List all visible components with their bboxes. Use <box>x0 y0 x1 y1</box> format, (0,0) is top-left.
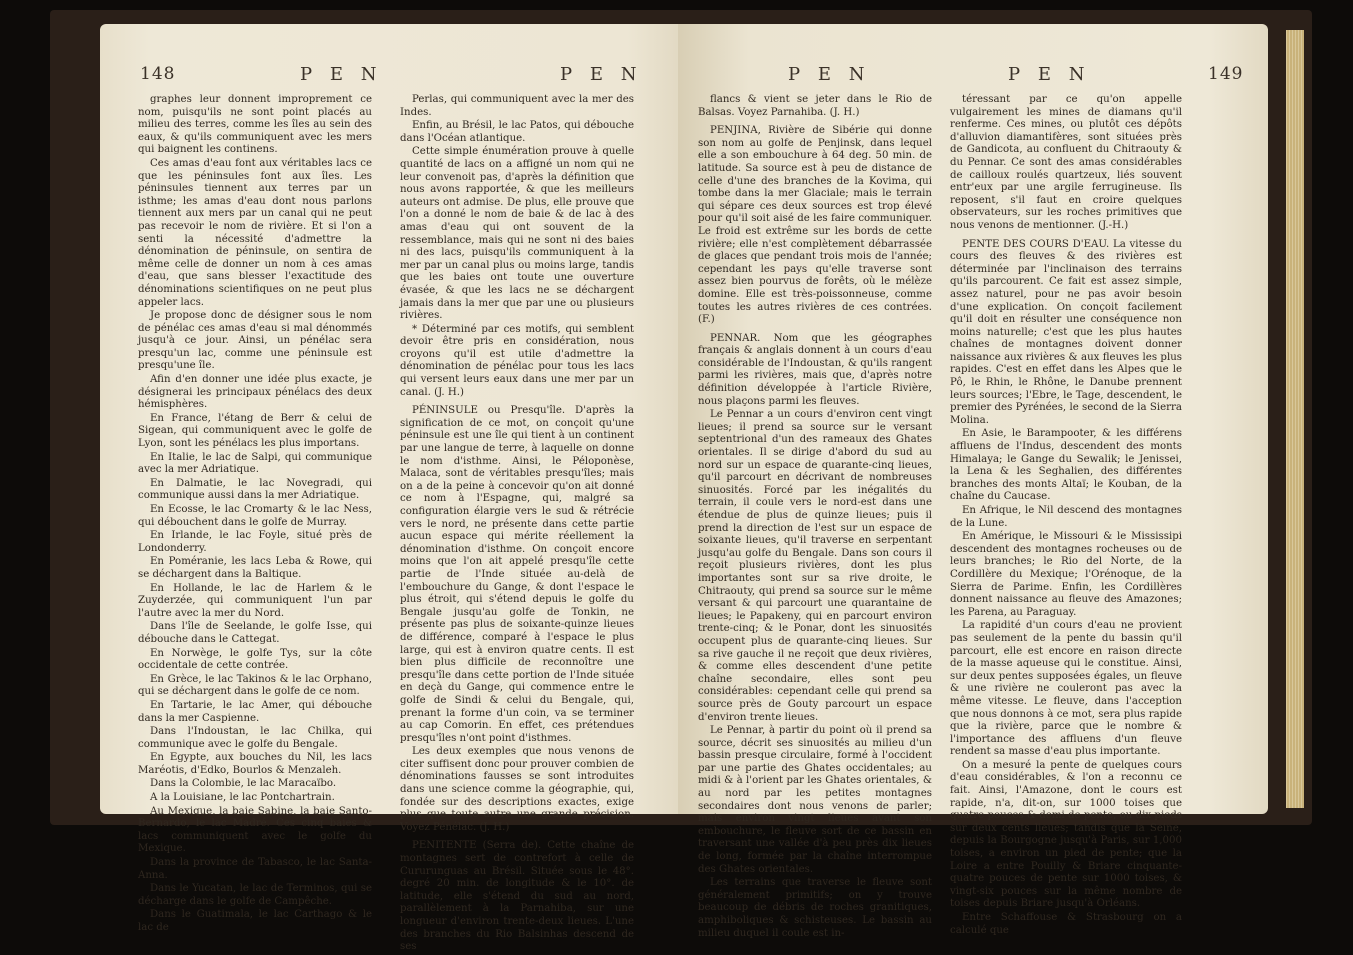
paragraph: graphes leur donnent improprement ce nom, puisqu'ils ne sont point placés au milieu des terres, comme les îles au sein des eaux, & qu'ils communiquent avec les mers qui baignent les continens. <box>138 94 372 156</box>
paragraph: En Hollande, le lac de Harlem & le Zuyderzée, qui communiquent l'un par l'autre avec la mer du Nord. <box>138 582 372 619</box>
paragraph: * Déterminé par ces motifs, qui semblent devoir être pris en considération, nous croyons qu'il est utile d'admettre la dénomination de pénélac pour tous les lacs qui versent leurs eaux dans une mer par un canal. (J. H.) <box>400 323 634 398</box>
right-running-head-2: P E N <box>1008 64 1091 85</box>
paragraph: Les deux exemples que nous venons de citer suffisent donc pour prouver combien de dénominations fausses se sont introduites dans une science comme la géographie, qui, fondée sur des descriptions exactes, exige plus que toute autre une grande précision. Voyez Pénélac. (J. H.) <box>400 746 634 833</box>
paragraph: En France, l'étang de Berr & celui de Sigean, qui communiquent avec le golfe de Lyon, sont les pénélacs les plus importans. <box>138 412 372 450</box>
left-running-head-2: P E N <box>560 64 643 85</box>
paragraph: En Asie, le Barampooter, & les différens affluens de l'Indus, descendent des monts Himalaya; le Gange du Sewalik; le Jenissei, la Lena & les Seghalien, des différentes branches des monts Altaï; le Kouban, de la chaîne du Caucase. <box>950 428 1182 503</box>
paragraph: En Tartarie, le lac Amer, qui débouche dans la mer Caspienne. <box>138 699 372 724</box>
paragraph: Les terrains que traverse le fleuve sont généralement primitifs; on y trouve beaucoup de débris de roches granitiques, amphiboliques & schisteuses. Le bassin au milieu duquel il coule est in- <box>698 877 932 939</box>
paragraph: Enfin, au Brésil, le lac Patos, qui débouche dans l'Océan atlantique. <box>400 120 634 144</box>
paragraph: En Egypte, aux bouches du Nil, les lacs Maréotis, d'Edko, Bourlos & Menzaleh. <box>138 752 372 776</box>
paragraph: En Poméranie, les lacs Leba & Rowe, qui se déchargent dans la Baltique. <box>138 556 372 580</box>
paragraph: flancs & vient se jeter dans le Rio de Balsas. Voyez Parnahiba. (J. H.) <box>698 94 932 118</box>
paragraph: Ces amas d'eau font aux véritables lacs ce que les péninsules font aux îles. Les péninsules tiennent aux terres par un isthme; les amas d'eau dont nous parlons tiennent aux mers par un canal qui ne peut pas recevoir le nom de rivière. Et si l'on a senti la nécessité d'admettre la dénomination de péninsule, on sentira de même celle de donner un nom à ces amas d'eau, que sans blesser l'exactitude des dénominations scientifiques on ne peut plus appeler lacs. <box>138 157 372 308</box>
paragraph: Je propose donc de désigner sous le nom de pénélac ces amas d'eau si mal dénommés jusqu'à ce jour. Ainsi, un pénélac sera presqu'un lac, comme une péninsule est presqu'une île. <box>138 310 372 372</box>
paragraph: La rapidité d'un cours d'eau ne provient pas seulement de la pente du bassin qu'il parcourt, elle est encore en raison directe de la masse aqueuse qui le constitue. Ainsi, sur deux pentes supposées égales, un fleuve & une rivière ne couleront pas avec la même vitesse. Le fleuve, dans l'acception que nous donnons à ce mot, sera plus rapide que la rivière, parce que le nombre & l'importance des affluens d'un fleuve rendent sa masse d'eau plus importante. <box>950 620 1182 758</box>
left-page <box>100 24 720 953</box>
paragraph: Dans la Colombie, le lac Maracaïbo. <box>150 778 337 790</box>
right-page <box>678 24 1268 939</box>
paragraph: A la Louisiane, le lac Pontchartrain. <box>150 792 335 804</box>
paragraph: Dans le Guatimala, le lac Carthago & le lac de <box>138 909 372 933</box>
book-spread <box>50 10 1312 953</box>
left-running-head-1: P E N <box>300 64 383 85</box>
paragraph: Afin d'en donner une idée plus exacte, je désignerai les principaux pénélacs des deux hémisphères. <box>138 374 372 411</box>
right-column-1 <box>698 94 932 941</box>
paragraph: Cette simple énumération prouve à quelle quantité de lacs on a affigné un nom qui ne leur convenoit pas, d'après la définition que nous avons rapportée, & que les meilleurs auteurs ont admise. De plus, elle prouve que l'on a donné le nom de baie & de lac à des amas d'eau qui ont souvent de la ressemblance, mais qui ne sont ni des baies ni des lacs, puisqu'ils communiquent à la mer par un canal plus ou moins large, tandis que les baies ont toute une ouverture évasée, & que les lacs ne se déchargent jamais dans la mer que par une ou plusieurs rivières. <box>400 146 634 322</box>
paragraph: En Dalmatie, le lac Novegradi, qui communique aussi dans la mer Adriatique. <box>138 477 372 502</box>
paragraph: PÉNINSULE ou Presqu'île. D'après la signification de ce mot, on conçoit qu'une péninsule est une île qui tient à un continent par une langue de terre, à laquelle on donne le nom d'isthme. Ainsi, le Péloponèse, Malaca, sont de véritables presqu'îles; mais on a de la peine à concevoir qu'on ait donné ce nom à l'Espagne, qui, malgré sa configuration élargie vers le sud & rétrécie vers le nord, ne présente dans cette partie aucun espace qui mérite réellement la dénomination d'isthme. On conçoit encore moins que l'on ait appelé presqu'île cette partie de l'Inde située au-delà de l'embouchure du Gange, & dont l'espace le plus étroit, qui s'étend depuis le golfe du Bengale jusqu'au golfe de Tonkin, ne présente pas plus de soixante-quinze lieues de différence, comparé à l'espace le plus large, qui est à environ quatre cents. Il est bien plus difficile de reconnoître une presqu'île dans cette portion de l'Inde située en deçà du Gange, qui commence entre le golfe de Sindi & celui du Bengale, qui, prenant la forme d'un coin, va se terminer au cap Comorin. En effet, ces prétendues presqu'îles n'ont point d'isthmes. <box>400 405 634 744</box>
right-page-number: 149 <box>1208 64 1244 84</box>
paragraph: Dans la province de Tabasco, le lac Santa-Anna. <box>138 857 372 881</box>
paragraph: En Ecosse, le lac Cromarty & le lac Ness, qui débouchent dans le golfe de Murray. <box>138 504 372 528</box>
paragraph: En Norwège, le golfe Tys, sur la côte occidentale de cette contrée. <box>138 647 372 672</box>
paragraph: Au Mexique, la baie Sabine, la baie Santo-Bernardo, le lac Madré. Ces cinq baies & lacs communiquent avec le golfe du Mexique. <box>138 805 372 855</box>
paragraph: Perlas, qui communiquent avec la mer des Indes. <box>400 94 634 118</box>
left-column-1 <box>138 94 372 936</box>
paragraph: Dans le Yucatan, le lac de Terminos, qui se décharge dans le golfe de Campêche. <box>138 883 372 907</box>
paragraph: En Grèce, le lac Takinos & le lac Orphano, qui se déchargent dans le golfe de ce nom. <box>138 673 372 698</box>
paragraph: PENNAR. Nom que les géographes français & anglais donnent à un cours d'eau considérable de l'Indoustan, & qu'ils rangent parmi les rivières, mais que, d'après notre définition développée à l'article Rivière, nous plaçons parmi les fleuves. <box>698 332 932 407</box>
paragraph: Entre Schaffouse & Strasbourg on a calculé que <box>950 912 1182 936</box>
paragraph: Dans l'Indoustan, le lac Chilka, qui communique avec le golfe du Bengale. <box>138 726 372 750</box>
paragraph: Dans l'île de Seelande, le golfe Isse, qui débouche dans le Cattegat. <box>138 621 372 645</box>
left-column-2 <box>400 94 634 955</box>
paragraph: téressant par ce qu'on appelle vulgairement les mines de diamans qu'il renferme. Ces mines, ou plutôt ces dépôts d'alluvion diamantifères, sont situées près de Gandicota, au confluent du Chitraouty & du Pennar. Ce sont des amas considérables de cailloux roulés quartzeux, liés souvent entr'eux par une argile ferrugineuse. Ils reposent, s'il faut en croire quelques observateurs, sur les roches primitives que nous venons de mentionner. (J.-H.) <box>950 94 1182 231</box>
right-running-head-1: P E N <box>788 64 871 85</box>
paragraph: En Irlande, le lac Foyle, situé près de Londonderry. <box>138 530 372 554</box>
paragraph: PENJINA, Rivière de Sibérie qui donne son nom au golfe de Penjinsk, dans lequel elle a son embouchure à 64 deg. 50 min. de latitude. Sa source est à peu de distance de celle d'une des branches de la Kovima, qui tombe dans la mer Glaciale; mais le terrain qui sépare ces deux sources est trop élevé pour qu'il soit aisé de les faire communiquer. Le froid est extrême sur les bords de cette rivière; elle n'est complètement débarrassée de glaces que pendant trois mois de l'année; cependant les pays qu'elle traverse sont assez bien pourvus de forêts, où le mélèze domine. Elle est très-poissonneuse, comme toutes les autres rivières de ces contrées. (F.) <box>698 125 932 326</box>
paragraph: PENTE DES COURS D'EAU. La vitesse du cours des fleuves & des rivières est déterminée par l'inclinaison des terrains qu'ils parcourent. Ce fait est assez simple, assez naturel, pour ne pas avoir besoin d'une explication. On conçoit facilement qu'il doit en résulter une conséquence non moins naturelle; c'est que les plus hautes chaînes de montagnes doivent donner naissance aux rivières & aux fleuves les plus rapides. C'est en effet dans les Alpes que le Pô, le Rhin, le Rhône, le Danube prennent leurs sources; l'Ebre, le Tage, descendent, le premier des Pyrénées, le second de la Sierra Molina. <box>950 238 1182 426</box>
paragraph: En Italie, le lac de Salpi, qui communique avec la mer Adriatique. <box>138 451 372 476</box>
paragraph: En Amérique, le Missouri & le Mississipi descendent des montagnes rocheuses ou de leurs branches; le Rio del Norte, de la Cordillère du Mexique; l'Orénoque, de la Sierra de Parime. Enfin, les Cordillères donnent naissance au fleuve des Amazones; les Parena, au Paraguay. <box>950 531 1182 618</box>
paragraph: PENITENTE (Serra de). Cette chaîne de montagnes sert de contrefort à celle de Cururunguas au Brésil. Située sous le 48°. degré 20 min. de longitude & le 10°. de latitude, elle s'étend du sud au nord, parallèlement à la Parnahiba, sur une longueur d'environ trente-deux lieues. L'une des branches du Rio Balsinhas descend de ses <box>400 840 634 953</box>
left-page-number: 148 <box>140 64 176 84</box>
page-edges <box>1286 30 1304 808</box>
paragraph: En Afrique, le Nil descend des montagnes de la Lune. <box>950 505 1182 529</box>
paragraph: Le Pennar a un cours d'environ cent vingt lieues; il prend sa source sur le versant septentrional d'un des rameaux des Ghates orientales. Il se dirige d'abord du sud au nord sur un espace de quarante-cinq lieues, qu'il parcourt en décrivant de nombreuses sinuosités. Forcé par les inégalités du terrain, il coule vers le nord-est dans une étendue de plus de quinze lieues; puis il prend la direction de l'est sur un espace de soixante lieues, qu'il traverse en serpentant jusqu'au golfe du Bengale. Dans son cours il reçoit plusieurs rivières, dont les plus importantes sont sur sa rive droite, le Chitraouty, qui prend sa source sur le même versant & qui parcourt une quarantaine de lieues; le Papakeny, qui en parcourt environ trente-cinq; & le Ponar, dont les sinuosités occupent plus de quarante-cinq lieues. Sur sa rive gauche il ne reçoit que deux rivières, & comme elles descendent d'une petite chaîne secondaire, elles sont peu considérables: cependant celle qui prend sa source près de Gouty parcourt un espace d'environ trente lieues. <box>698 409 932 723</box>
paragraph: On a mesuré la pente de quelques cours d'eau considérables, & l'on a reconnu ce fait. Ainsi, l'Amazone, dont le cours est rapide, n'a, dit-on, sur 1000 toises que quatre pouces & demi de pente, ou dix pieds sur deux cents lieues; tandis que la Seine, depuis la Bourgogne jusqu'à Paris, sur 1,000 toises, a environ un pied de pente; que la Loire a entre Pouilly & Briare cinquante-quatre pouces de pente sur 1000 toises, & vingt-six pouces sur la même nombre de toises depuis Briare jusqu'à Orléans. <box>950 759 1182 910</box>
paragraph: Le Pennar, à partir du point où il prend sa source, décrit ses sinuosités au milieu d'un bassin presque circulaire, formé à l'occident par une partie des Ghates occidentales; au midi & à l'orient par les Ghates orientales, & au nord par les petites montagnes secondaires dont nous venons de parler; mais environ vingt lieues avant son embouchure, le fleuve sort de ce bassin en traversant une vallée d'à peu près dix lieues de long, formée par la chaîne interrompue des Ghates orientales. <box>698 725 932 875</box>
right-column-2 <box>950 94 1182 938</box>
